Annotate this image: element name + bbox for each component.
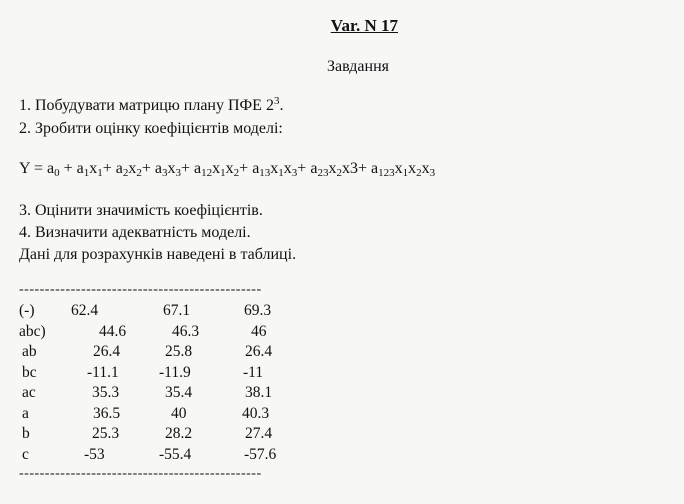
cell-value: 40 (171, 404, 187, 422)
cell-value: 46.3 (172, 322, 200, 340)
cell-value: 35.4 (165, 384, 193, 401)
table-row (19, 446, 319, 466)
table-row (19, 323, 319, 343)
cell-value: 62.4 (71, 302, 99, 319)
data-note: Дані для розрахунків наведені в таблиці. (19, 246, 297, 263)
cell-value: 28.2 (165, 425, 193, 442)
row-label: abc) (19, 322, 46, 340)
table-row (19, 364, 319, 384)
cell-value: 40.3 (242, 404, 270, 422)
task-4: 4. Визначити адекватність моделі. (19, 224, 251, 241)
cell-value: -11.9 (159, 363, 191, 381)
row-label: a (22, 404, 29, 422)
row-label: c (22, 445, 29, 463)
cell-value: -11 (243, 363, 264, 381)
cell-value: -55.4 (159, 445, 192, 463)
cell-value: 69.3 (244, 302, 272, 319)
cell-value: 67.1 (163, 302, 191, 319)
variant-title: Var. N 17 (330, 16, 398, 35)
task-2: 2. Зробити оцінку коефіцієнтів моделі: (19, 120, 283, 137)
cell-value: -57.6 (244, 445, 277, 463)
cell-value: 26.4 (245, 343, 273, 360)
row-label: ab (22, 343, 37, 360)
table-row (19, 343, 319, 363)
cell-value: -53 (84, 445, 105, 463)
cell-value: 25.3 (92, 425, 120, 442)
table-row (19, 302, 319, 322)
cell-value: -11.1 (87, 363, 119, 381)
cell-value: 44.6 (99, 322, 127, 340)
document-page: Var. N 17 Завдання 1. Побудувати матрицю плану ПФЕ $2^3$. 2. Зробити оцінку коефіцієнтів моделі: $Y = a_0 + a_1x_1+ a_2x_2+ a_3x_3+ a_{12}x_1x_2+ a_{13}x_1x_3+ a_{23}x_2x3+ a_{123}x_1x_2x_3$ 3. Оцінити значимість коефіцієнтів. 4. Визначити адекватність моделі. Дані для розрахунків наведені в таблиці. ----------------------------------------------- (-) 62.4 67.1 69.3 abc) 44.6 46.3 46 ab 26.4 25.8 26.4 bc -11.1 -11.9 -11 ac 35.3 35.4 38.1 a 36.5 40 40.3 b 25.3 28.2 27.4 c -53 -55.4 -57.6 ----------------------------------------------- (0, 0, 684, 504)
table-bottom-separator: ----------------------------------------------- (19, 466, 262, 481)
row-label: b (22, 425, 30, 442)
row-label: bc (22, 363, 37, 381)
cell-value: 25.8 (165, 343, 193, 360)
cell-value: 35.3 (92, 384, 120, 401)
model-formula: $Y = a_0 + a_1x_1+ a_2x_2+ a_3x_3+ a_{12}x_1x_2+ a_{13}x_1x_3+ a_{23}x_2x3+ a_{123}x_1x_2x_3$ (19, 160, 436, 179)
cell-value: 38.1 (245, 384, 273, 401)
cell-value: 26.4 (93, 343, 121, 360)
cell-value: 36.5 (93, 404, 121, 422)
task-3: 3. Оцінити значимість коефіцієнтів. (19, 202, 263, 219)
table-top-separator: ----------------------------------------------- (19, 282, 262, 297)
table-row (19, 405, 319, 425)
cell-value: 27.4 (245, 425, 273, 442)
task-1: 1. Побудувати матрицю плану ПФЕ $2^3$. (19, 95, 284, 114)
table-row (19, 425, 319, 445)
row-label: ac (22, 384, 36, 401)
cell-value: 46 (251, 322, 267, 340)
table-row (19, 384, 319, 404)
row-label: (-) (19, 302, 35, 319)
